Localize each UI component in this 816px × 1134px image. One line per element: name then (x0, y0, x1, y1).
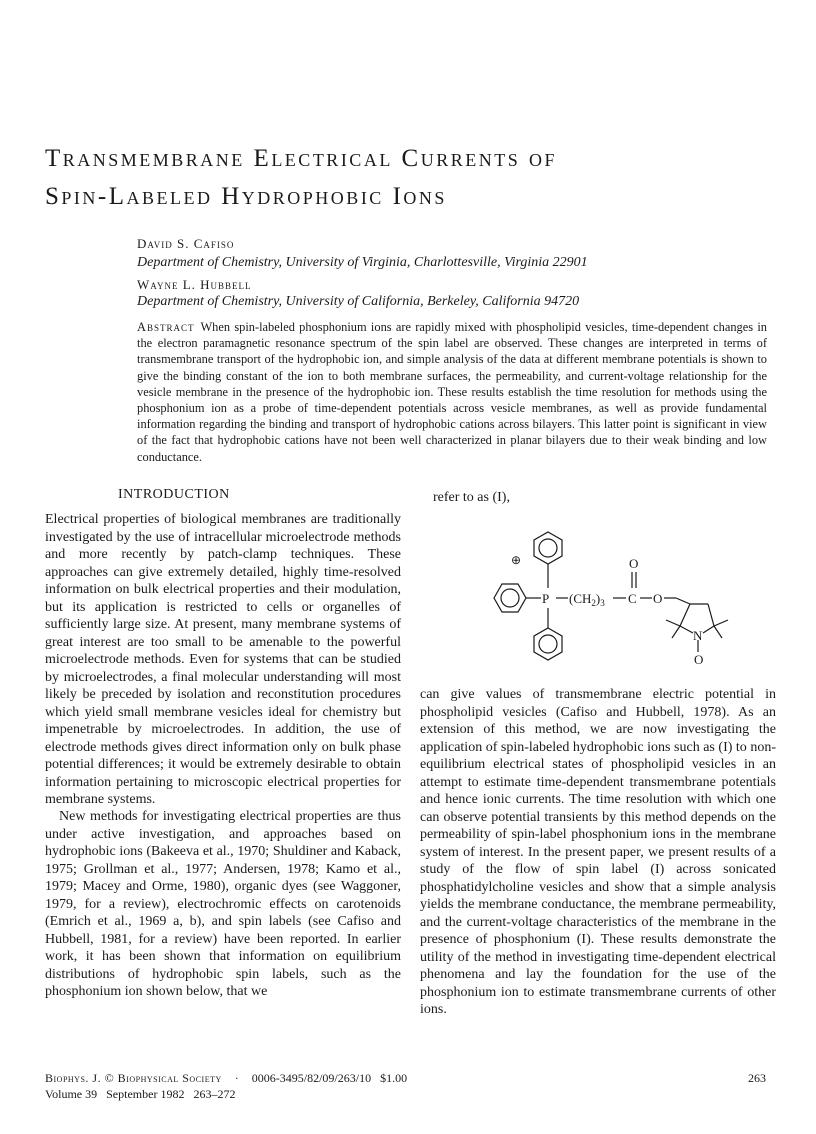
footer-journal: Biophys. J. © Biophysical Society (45, 1071, 222, 1085)
methylene-chain: $(CH_2)_3$ (569, 591, 605, 608)
intro-right-lead: refer to as (I), (433, 490, 510, 505)
author-2-name: Wayne L. Hubbell (137, 277, 252, 292)
title-line-2: Spin-Labeled Hydrophobic Ions (45, 183, 447, 210)
ester-oxygen: O (653, 591, 663, 606)
footer-price: $1.00 (380, 1071, 408, 1085)
footer-code: 0006-3495/82/09/263/10 (251, 1071, 372, 1085)
author-1-name: David S. Cafiso (137, 236, 235, 251)
phosphonium-spin-label-structure (450, 528, 750, 668)
author-1-affiliation: Department of Chemistry, University of Virginia, Charlottesville, Virginia 22901 (137, 255, 588, 270)
footer-date: September 1982 (106, 1087, 185, 1101)
footer-separator: · (234, 1071, 239, 1085)
abstract (137, 319, 767, 465)
phosphorus-atom: P (542, 591, 550, 606)
intro-paragraph-2: New methods for investigating electrical properties are thus under active investigation, and approaches based on hydrophobic ions (Bakeeva et al., 1970; Shuldiner and Kaback, 1975; Grollman et al., 1977; Andersen, 1978; Kamo et al., 1979; Macey and Orme, 1980), organic dyes (see Waggoner, 1979, for a review), electrochromic effects on carotenoids (Emrich et al., 1969 a, b), and spin labels (see Cafiso and Hubbell, 1981, for a review) have been reported. In earlier work, it has been shown that information on equilibrium distributions of hydrophobic spin labels, such as the phosphonium ion shown below, that we (45, 809, 401, 999)
pyrrolidine-nitroxide-ring (666, 598, 728, 652)
phenyl-ring-top (534, 532, 562, 564)
introduction-heading: INTRODUCTION (118, 487, 230, 502)
abstract-text: When spin-labeled phosphonium ions are rapidly mixed with phospholipid vesicles, time-dependent changes in the electron paramagnetic resonance spectrum of the spin label are observed. These changes are interpreted in terms of transmembrane transport of the hydrophobic ion, and simple analysis of the data at different membrane potentials is shown to give the binding constant of the ion to both membrane surfaces, the permeability, and current-voltage relationship for the vesicle membrane in the presence of the hydrophobic ion. These results establish the time resolution for methods using the phosphonium ion as a probe of time-dependent potentials across vesicle membranes, as well as provide fundamental information regarding the binding and transport of hydrophobic cations across bilayers. This latter point is significant in view of the fact that hydrophobic cations have not been well characterized in planar bilayers due to their weak binding and low conductance. (137, 320, 767, 464)
carbonyl-oxygen: O (629, 556, 639, 571)
nitrogen-atom: N (693, 628, 703, 643)
abstract-label: Abstract (137, 320, 195, 334)
footer-volume-line (45, 1087, 235, 1102)
positive-charge-symbol: ⊕ (511, 553, 522, 567)
footer-page-number: 263 (748, 1071, 766, 1085)
intro-right-paragraph: can give values of transmembrane electric potential in phospholipid vesicles (Cafiso and Hubbell, 1978). As an extension of this method, we are now investigating the application of spin-labeled hydrophobic ions such as (I) to non-equilibrium electrical states of phospholipid vesicles in an attempt to estimate time-dependent transmembrane potentials and hence ionic currents. The time resolution with which one can observe potential transients by this method depends on the permeability of spin-label phosphonium ions in the membrane system of interest. In the present paper, we present results of a study of the flow of spin label (I) across sonicated phosphatidylcholine vesicles and show that a simple analysis yields the membrane conductance, the membrane permeability, and the current-voltage characteristics of the membrane in the presence of phosphonium (I). These results demonstrate the utility of the method in investigating time-dependent electrical phenomena and lay the foundation for the use of the phosphonium ion to estimate transmembrane currents of other ions. (420, 687, 776, 1017)
nitroxide-oxygen: O (694, 652, 704, 667)
title-line-1: Transmembrane Electrical Currents of (45, 145, 558, 172)
footer-volume: Volume 39 (45, 1087, 98, 1101)
footer-pages: 263–272 (193, 1087, 236, 1101)
carbonyl-carbon: C (628, 591, 637, 606)
phenyl-ring-bottom (534, 628, 562, 660)
footer-journal-line (45, 1071, 407, 1086)
phenyl-ring-left (494, 584, 526, 612)
article-title (45, 140, 785, 216)
author-2-affiliation: Department of Chemistry, University of California, Berkeley, California 94720 (137, 294, 580, 309)
intro-paragraph-1: Electrical properties of biological membranes are traditionally investigated by the use of intracellular microelectrode methods and more recently by patch-clamp techniques. These approaches can give extremely detailed, highly time-resolved information on bulk electrical properties and their modulation, but its application is restricted to cells or organelles of sufficiently large size. At present, many membrane systems of great interest are too small to be amenable to the powerful microelectrode methods. Even for systems that can be studied by microelectrodes, a final molecular understanding will most likely be preceded by isolation and reconstitution procedures which yield small membrane vesicles ideal for chemistry but impenetrable by microelectrodes. In addition, the use of electrode methods gives direct information only on bulk phase potential differences; it would be extremely desirable to obtain information pertaining to microscopic electrical properties for membrane systems. (45, 512, 401, 807)
